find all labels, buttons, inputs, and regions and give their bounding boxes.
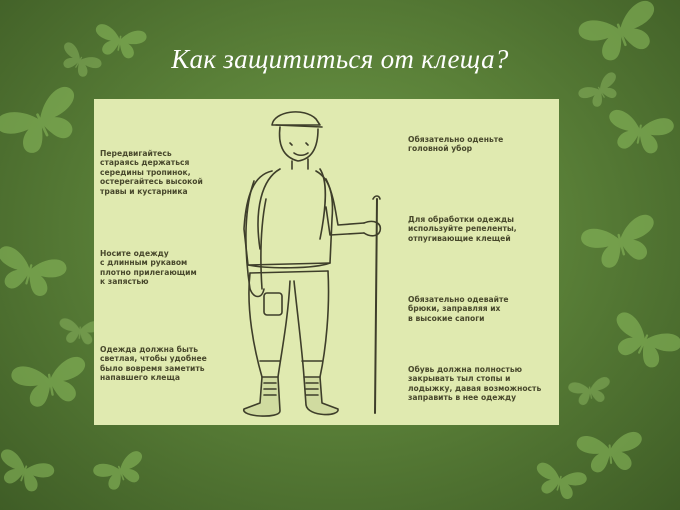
butterfly-icon xyxy=(0,447,56,496)
tip-stay-on-path: Передвигайтесь стараясь держаться середины тропинок, остерегайтесь высокой травы и кустарника xyxy=(100,149,203,196)
tip-long-sleeves: Носите одежду с длинным рукавом плотно прилегающим к запястью xyxy=(100,249,197,287)
tip-closed-shoes: Обувь должна полностью закрывать тыл стопы и лодыжку, давая возможность заправить в нее одежду xyxy=(408,365,542,403)
cap-icon xyxy=(272,112,320,125)
butterfly-icon xyxy=(604,310,680,376)
pouch-icon xyxy=(264,293,282,315)
tip-trousers-in-boots: Обязательно одевайте брюки, заправляя их в высокие сапоги xyxy=(408,295,509,323)
butterfly-icon xyxy=(604,108,675,156)
infographic-panel xyxy=(94,99,559,425)
tip-light-clothing: Одежда должна быть светлая, чтобы удобнее было вовремя заметить напавшего клеща xyxy=(100,345,207,383)
butterfly-icon xyxy=(531,461,588,503)
butterfly-icon xyxy=(579,213,662,274)
butterfly-icon xyxy=(0,244,68,301)
tip-repellents: Для обработки одежды используйте репеленты, отпугивающие клещей xyxy=(408,215,517,243)
butterfly-icon xyxy=(0,84,90,163)
butterfly-icon xyxy=(10,355,91,410)
butterfly-icon xyxy=(92,449,150,494)
butterfly-icon xyxy=(577,71,625,113)
butterfly-icon xyxy=(568,376,614,407)
page-title: Как защититься от клеща? xyxy=(171,44,509,74)
tip-headwear: Обязательно оденьте головной убор xyxy=(408,135,504,154)
butterfly-icon xyxy=(576,431,644,474)
